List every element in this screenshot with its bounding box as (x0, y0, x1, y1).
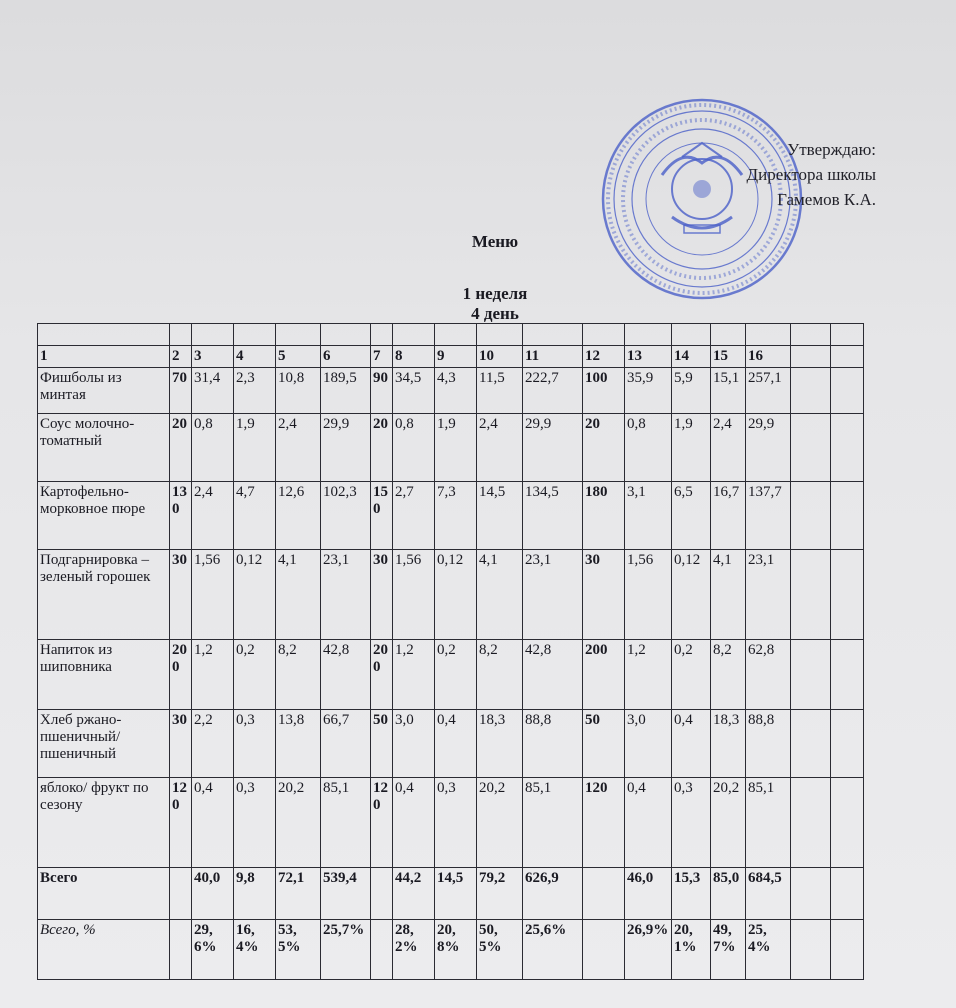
table-cell (831, 640, 864, 710)
table-cell: 200 (583, 640, 625, 710)
table-cell: 8,2 (276, 640, 321, 710)
total-value: 14,5 (435, 868, 477, 920)
total-value: 44,2 (393, 868, 435, 920)
table-cell (791, 640, 831, 710)
table-cell (791, 346, 831, 368)
table-empty-row (38, 324, 864, 346)
table-cell: 10,8 (276, 368, 321, 414)
table-cell: 29,9 (523, 414, 583, 482)
day-label: 4 день (471, 304, 519, 323)
total-percent-value: 20,8% (435, 920, 477, 980)
table-cell: 0,3 (234, 778, 276, 868)
table-cell: 34,5 (393, 368, 435, 414)
table-row (38, 482, 864, 550)
total-value (371, 868, 393, 920)
total-value (170, 868, 192, 920)
total-percent-value: 25,7% (321, 920, 371, 980)
table-cell: 0,3 (435, 778, 477, 868)
column-number: 10 (477, 346, 523, 368)
table-cell: 180 (583, 482, 625, 550)
table-cell: 1,2 (393, 640, 435, 710)
table-cell (711, 324, 746, 346)
dish-name: Хлеб ржано-пшеничный/ пшеничный (38, 710, 170, 778)
table-cell: 4,1 (711, 550, 746, 640)
table-cell: 2,3 (234, 368, 276, 414)
approval-block (747, 137, 876, 212)
total-percent-value: 25,6% (523, 920, 583, 980)
table-cell: 6,5 (672, 482, 711, 550)
table-cell: 200 (170, 640, 192, 710)
table-cell (625, 324, 672, 346)
table-cell: 15,1 (711, 368, 746, 414)
total-percent-value: 53,5% (276, 920, 321, 980)
table-cell: 4,1 (477, 550, 523, 640)
table-cell: 8,2 (477, 640, 523, 710)
total-value: 9,8 (234, 868, 276, 920)
table-cell (234, 324, 276, 346)
total-value: 626,9 (523, 868, 583, 920)
dish-name: Фишболы из минтая (38, 368, 170, 414)
table-cell: 30 (170, 710, 192, 778)
table-cell: 0,3 (672, 778, 711, 868)
approval-name: Гамемов К.А. (777, 190, 876, 209)
total-percent-row (38, 920, 864, 980)
total-percent-value: 28,2% (393, 920, 435, 980)
table-cell: 23,1 (746, 550, 791, 640)
table-cell: 42,8 (321, 640, 371, 710)
column-number: 14 (672, 346, 711, 368)
total-value: 46,0 (625, 868, 672, 920)
table-cell: 0,12 (672, 550, 711, 640)
total-value: 539,4 (321, 868, 371, 920)
table-cell: 2,7 (393, 482, 435, 550)
table-cell: 50 (583, 710, 625, 778)
table-row (38, 710, 864, 778)
table-cell: 1,56 (192, 550, 234, 640)
table-cell: 4,1 (276, 550, 321, 640)
table-cell: 0,4 (192, 778, 234, 868)
table-cell: 0,4 (625, 778, 672, 868)
table-cell: 13,8 (276, 710, 321, 778)
total-value: 85,0 (711, 868, 746, 920)
table-cell (791, 482, 831, 550)
table-cell: 2,2 (192, 710, 234, 778)
table-cell (791, 868, 831, 920)
table-cell (831, 920, 864, 980)
table-cell (791, 324, 831, 346)
dish-name: Соус молочно-томатный (38, 414, 170, 482)
column-number: 11 (523, 346, 583, 368)
table-cell (523, 324, 583, 346)
total-value: 79,2 (477, 868, 523, 920)
table-cell: 120 (170, 778, 192, 868)
table-cell: 12,6 (276, 482, 321, 550)
total-percent-label: Всего, % (38, 920, 170, 980)
column-number: 2 (170, 346, 192, 368)
table-cell (583, 324, 625, 346)
table-cell: 0,8 (625, 414, 672, 482)
table-cell: 88,8 (523, 710, 583, 778)
table-cell (746, 324, 791, 346)
table-cell: 20,2 (276, 778, 321, 868)
total-value: 72,1 (276, 868, 321, 920)
table-cell (791, 550, 831, 640)
table-cell: 134,5 (523, 482, 583, 550)
table-cell (831, 778, 864, 868)
document-title: Меню (471, 232, 519, 251)
table-cell: 85,1 (321, 778, 371, 868)
table-cell: 3,0 (393, 710, 435, 778)
table-cell: 0,3 (234, 710, 276, 778)
table-cell: 90 (371, 368, 393, 414)
table-cell: 1,56 (393, 550, 435, 640)
table-cell (321, 324, 371, 346)
table-cell: 35,9 (625, 368, 672, 414)
table-cell: 0,2 (234, 640, 276, 710)
approval-heading: Утверждаю: (787, 140, 876, 159)
table-cell: 18,3 (477, 710, 523, 778)
table-cell: 2,4 (192, 482, 234, 550)
table-cell (831, 868, 864, 920)
table-cell: 222,7 (523, 368, 583, 414)
dish-name: Картофельно-морковное пюре (38, 482, 170, 550)
total-row (38, 868, 864, 920)
table-cell: 2,4 (477, 414, 523, 482)
table-cell (831, 482, 864, 550)
table-cell: 120 (583, 778, 625, 868)
table-cell (435, 324, 477, 346)
table-cell (791, 710, 831, 778)
table-cell: 1,56 (625, 550, 672, 640)
table-cell: 120 (371, 778, 393, 868)
column-number: 4 (234, 346, 276, 368)
table-cell: 102,3 (321, 482, 371, 550)
table-cell (192, 324, 234, 346)
table-cell (831, 324, 864, 346)
table-cell: 1,2 (192, 640, 234, 710)
table-row (38, 778, 864, 868)
table-row (38, 640, 864, 710)
total-value: 40,0 (192, 868, 234, 920)
table-cell: 18,3 (711, 710, 746, 778)
table-cell: 7,3 (435, 482, 477, 550)
total-percent-value: 26,9% (625, 920, 672, 980)
table-cell: 3,1 (625, 482, 672, 550)
table-cell (791, 778, 831, 868)
total-percent-value: 50,5% (477, 920, 523, 980)
week-label: 1 неделя (462, 284, 528, 303)
table-cell: 29,9 (321, 414, 371, 482)
column-number: 16 (746, 346, 791, 368)
column-number: 1 (38, 346, 170, 368)
column-number: 9 (435, 346, 477, 368)
table-cell: 50 (371, 710, 393, 778)
column-number: 6 (321, 346, 371, 368)
table-cell (791, 920, 831, 980)
table-cell: 31,4 (192, 368, 234, 414)
total-value (583, 868, 625, 920)
table-cell: 62,8 (746, 640, 791, 710)
table-cell (831, 414, 864, 482)
total-percent-value (583, 920, 625, 980)
table-cell: 4,7 (234, 482, 276, 550)
table-cell: 5,9 (672, 368, 711, 414)
column-number: 8 (393, 346, 435, 368)
column-number: 15 (711, 346, 746, 368)
table-cell: 16,7 (711, 482, 746, 550)
table-cell: 30 (170, 550, 192, 640)
table-cell (170, 324, 192, 346)
table-cell: 1,9 (234, 414, 276, 482)
table-cell: 85,1 (523, 778, 583, 868)
table-cell: 137,7 (746, 482, 791, 550)
table-cell: 257,1 (746, 368, 791, 414)
table-cell: 0,2 (672, 640, 711, 710)
table-cell: 23,1 (523, 550, 583, 640)
table-row (38, 368, 864, 414)
table-cell (831, 550, 864, 640)
total-value: 684,5 (746, 868, 791, 920)
table-cell: 0,8 (393, 414, 435, 482)
table-cell: 20 (371, 414, 393, 482)
table-cell: 0,8 (192, 414, 234, 482)
table-cell: 2,4 (276, 414, 321, 482)
table-cell: 0,4 (393, 778, 435, 868)
column-number: 13 (625, 346, 672, 368)
table-cell: 88,8 (746, 710, 791, 778)
table-cell: 29,9 (746, 414, 791, 482)
table-cell (831, 368, 864, 414)
table-cell (831, 346, 864, 368)
table-cell: 100 (583, 368, 625, 414)
table-cell: 66,7 (321, 710, 371, 778)
table-cell: 1,9 (435, 414, 477, 482)
total-value: 15,3 (672, 868, 711, 920)
table-cell (477, 324, 523, 346)
table-cell (38, 324, 170, 346)
dish-name: Напиток из шиповника (38, 640, 170, 710)
table-cell: 200 (371, 640, 393, 710)
total-percent-value: 29,6% (192, 920, 234, 980)
table-cell: 20 (170, 414, 192, 482)
table-cell: 30 (583, 550, 625, 640)
table-cell: 70 (170, 368, 192, 414)
table-cell: 0,12 (234, 550, 276, 640)
menu-table (37, 323, 864, 980)
table-cell (791, 414, 831, 482)
table-cell: 3,0 (625, 710, 672, 778)
table-cell: 85,1 (746, 778, 791, 868)
table-cell: 0,4 (435, 710, 477, 778)
dish-name: Подгарнировка – зеленый горошек (38, 550, 170, 640)
table-cell: 42,8 (523, 640, 583, 710)
table-cell: 20,2 (477, 778, 523, 868)
table-cell: 1,9 (672, 414, 711, 482)
table-cell: 23,1 (321, 550, 371, 640)
column-number: 5 (276, 346, 321, 368)
table-cell: 0,12 (435, 550, 477, 640)
total-label: Всего (38, 868, 170, 920)
table-cell (672, 324, 711, 346)
total-percent-value (371, 920, 393, 980)
table-cell: 20,2 (711, 778, 746, 868)
table-cell: 0,2 (435, 640, 477, 710)
table-cell: 8,2 (711, 640, 746, 710)
table-cell (371, 324, 393, 346)
table-row (38, 550, 864, 640)
table-cell: 130 (170, 482, 192, 550)
column-number: 3 (192, 346, 234, 368)
table-cell: 2,4 (711, 414, 746, 482)
total-percent-value: 16,4% (234, 920, 276, 980)
table-cell: 189,5 (321, 368, 371, 414)
table-cell (393, 324, 435, 346)
total-percent-value: 25,4% (746, 920, 791, 980)
table-cell: 0,4 (672, 710, 711, 778)
column-number: 7 (371, 346, 393, 368)
table-cell: 20 (583, 414, 625, 482)
total-percent-value: 49,7% (711, 920, 746, 980)
approval-position: Директора школы (746, 165, 876, 184)
table-cell: 14,5 (477, 482, 523, 550)
table-cell: 30 (371, 550, 393, 640)
table-cell (791, 368, 831, 414)
total-percent-value (170, 920, 192, 980)
table-cell: 4,3 (435, 368, 477, 414)
table-cell: 1,2 (625, 640, 672, 710)
total-percent-value: 20,1% (672, 920, 711, 980)
table-header-row (38, 346, 864, 368)
table-cell (831, 710, 864, 778)
table-row (38, 414, 864, 482)
column-number: 12 (583, 346, 625, 368)
table-cell (276, 324, 321, 346)
dish-name: яблоко/ фрукт по сезону (38, 778, 170, 868)
table-cell: 150 (371, 482, 393, 550)
table-cell: 11,5 (477, 368, 523, 414)
